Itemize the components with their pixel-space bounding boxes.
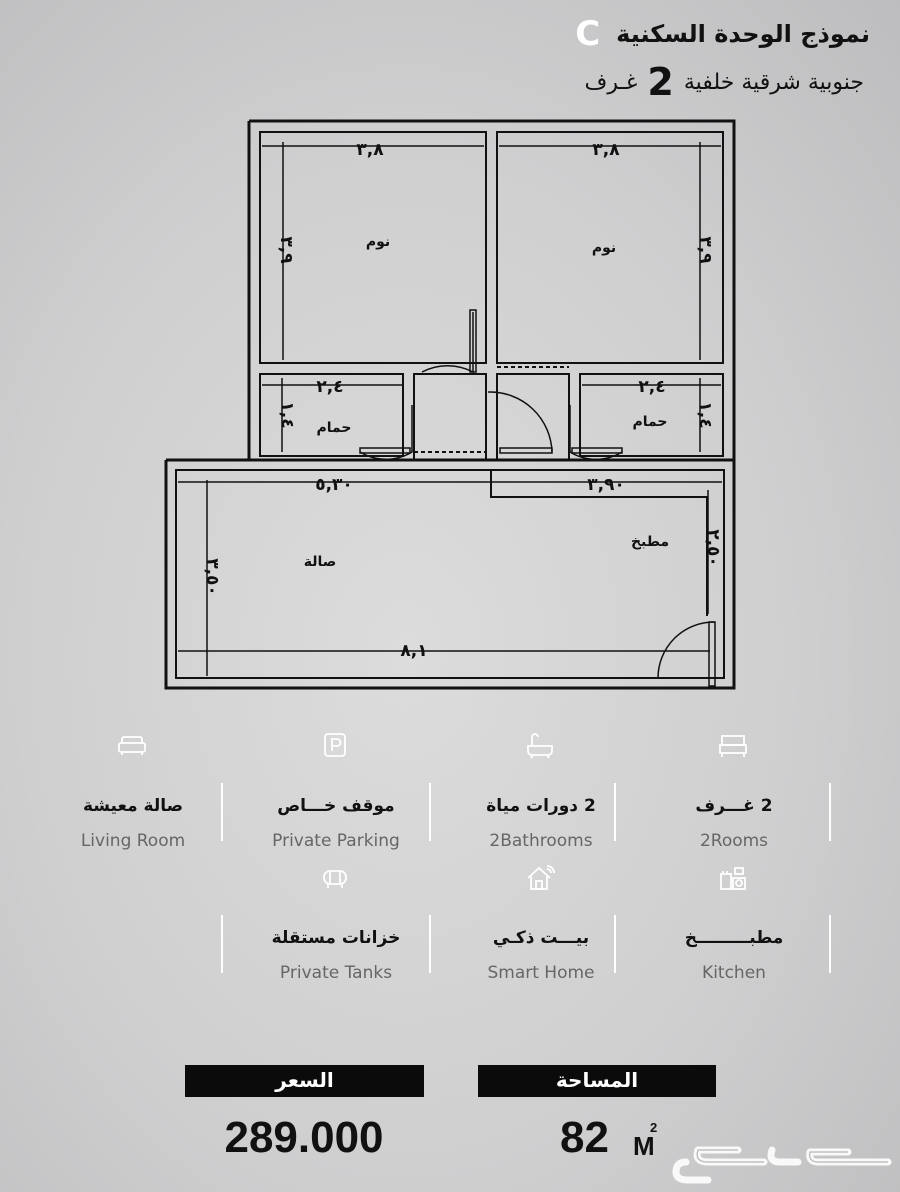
feature-rooms-en: 2Rooms	[699, 831, 769, 851]
feature-tanks-ar: خزانات مستقلة	[271, 928, 401, 948]
dim-total-width: ٨,١	[400, 641, 428, 661]
separator	[221, 915, 223, 973]
parking-icon	[320, 733, 350, 759]
bed-icon	[718, 733, 748, 759]
area-unit-superscript: 2	[650, 1120, 658, 1135]
dim-kitchen-height: ٢,٥٠	[703, 529, 723, 567]
room-label-bath-left: حمام	[316, 420, 352, 436]
subtitle-text: جنوبية شرقية خلفية	[683, 69, 864, 95]
separator	[221, 783, 223, 841]
price-value: 289.000	[224, 1113, 384, 1162]
room-label-kitchen: مطبخ	[630, 534, 670, 550]
feature-smart-home-en: Smart Home	[487, 963, 595, 983]
rooms-number: 2	[647, 60, 674, 104]
bathtub-icon	[525, 733, 555, 759]
separator	[614, 783, 616, 841]
feature-rooms-ar: 2 غـــرف	[695, 796, 773, 816]
dim-bedroom-right-height: ٣,٩	[695, 236, 715, 264]
feature-living-ar: صالة معيشة	[82, 796, 184, 816]
smart-home-icon	[525, 865, 555, 891]
feature-kitchen-en: Kitchen	[702, 963, 766, 983]
feature-bathrooms-ar: 2 دورات مياة	[486, 796, 596, 816]
area-value: 82	[560, 1113, 609, 1162]
water-tank-icon	[320, 865, 350, 891]
title-text: نموذج الوحدة السكنية	[616, 20, 870, 48]
feature-kitchen-ar: مطبـــــــــخ	[684, 928, 784, 948]
room-label-living: صالة	[303, 554, 337, 570]
separator	[829, 915, 831, 973]
feature-bathrooms-en: 2Bathrooms	[489, 831, 593, 851]
dim-bath-left-height: ١,٤	[277, 401, 297, 429]
area-label: المساحة	[478, 1065, 716, 1097]
separator	[429, 915, 431, 973]
room-label-bedroom-left: نوم	[365, 234, 391, 250]
dim-kitchen-top: ٣,٩٠	[587, 475, 625, 495]
dim-bedroom-left-width: ٣,٨	[356, 140, 384, 160]
separator	[829, 783, 831, 841]
room-label-bath-right: حمام	[632, 414, 668, 430]
separator	[614, 915, 616, 973]
feature-parking-en: Private Parking	[272, 831, 400, 851]
dim-living-top: ٥,٣٠	[315, 475, 353, 495]
dim-bath-left-width: ٢,٤	[316, 377, 344, 397]
model-letter: C	[575, 14, 601, 54]
feature-parking-ar: موقف خـــاص	[277, 796, 395, 816]
haraj-watermark-logo	[668, 1132, 896, 1184]
dim-bath-right-height: ١,٤	[695, 401, 715, 429]
kitchen-icon	[718, 865, 748, 891]
area-unit: M	[633, 1131, 655, 1161]
dim-bath-right-width: ٢,٤	[638, 377, 666, 397]
dim-living-height: ٣,٥٠	[202, 558, 222, 596]
dim-bedroom-right-width: ٣,٨	[592, 140, 620, 160]
room-label-bedroom-right: نوم	[591, 240, 617, 256]
price-label: السعر	[185, 1065, 424, 1097]
feature-living-en: Living Room	[80, 831, 186, 851]
rooms-word: غـرف	[584, 69, 638, 95]
sofa-icon	[117, 733, 147, 759]
feature-smart-home-ar: بيـــت ذكـي	[492, 928, 590, 948]
separator	[429, 783, 431, 841]
dim-bedroom-left-height: ٣,٩	[276, 236, 296, 264]
feature-tanks-en: Private Tanks	[279, 963, 393, 983]
